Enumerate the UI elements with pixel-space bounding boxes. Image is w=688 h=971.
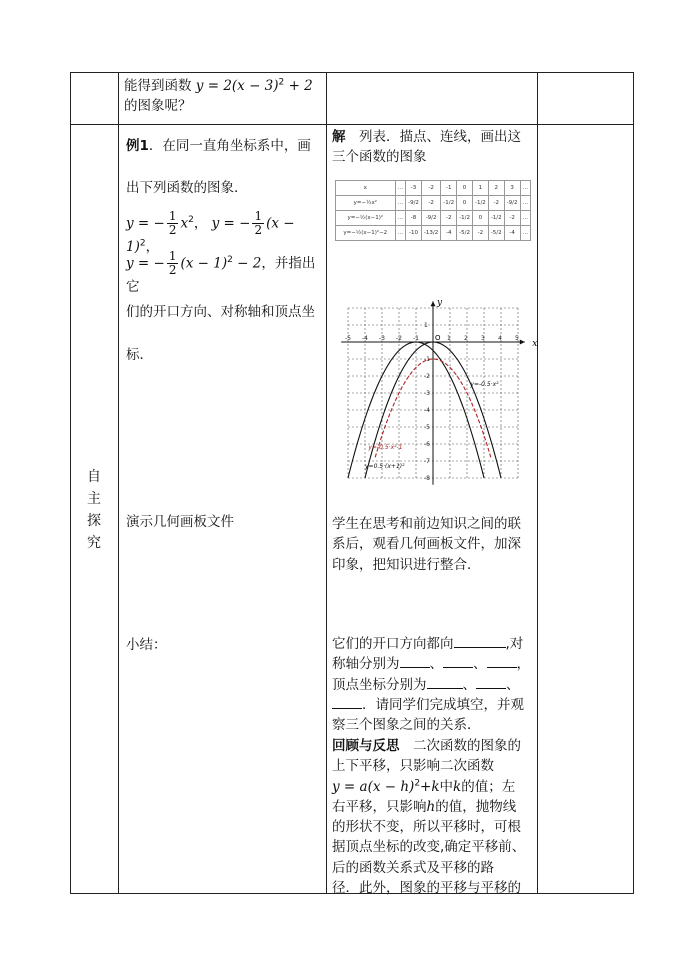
section-label-char: 探	[87, 513, 101, 529]
table-row	[336, 211, 531, 226]
example-text-1: ．在同一直角坐标系中，画	[148, 138, 311, 154]
x-tick-label: 2	[464, 335, 468, 342]
example-formula-row-1: y = − $\frac{1}{2}$ $x^2$， y = − $\frac{1}{2}$ $(x - 1)^2$，	[126, 209, 295, 256]
value-table	[335, 180, 531, 241]
table-cell: 0	[472, 211, 488, 226]
row1-exponent: 2	[278, 77, 285, 88]
curve-label: y=-0.5·x²-1	[368, 444, 403, 452]
table-row	[336, 181, 531, 196]
table-row	[336, 226, 531, 241]
table-cell: -9/2	[406, 196, 422, 211]
table-col-divider-2	[326, 72, 327, 894]
table-border-right	[633, 72, 634, 894]
section-label	[70, 466, 118, 554]
fill-blank	[427, 676, 463, 689]
y-tick-label: -5	[424, 424, 430, 431]
table-cell: -2	[441, 211, 457, 226]
table-col-divider-1	[118, 72, 119, 894]
table-cell: …	[395, 196, 406, 211]
table-cell: …	[395, 211, 406, 226]
y-axis-label: y	[437, 298, 443, 309]
table-cell: 0	[457, 181, 473, 196]
fill-blank	[487, 655, 517, 668]
table-cell: -2	[421, 196, 440, 211]
y-tick-label: -8	[424, 475, 430, 482]
reflection-title: 回顾与反思	[332, 738, 400, 754]
table-cell: y=−½(x−1)²−2	[336, 226, 396, 241]
x-tick-label: 3	[481, 335, 485, 342]
table-cell: -5/2	[457, 226, 473, 241]
table-cell: 2	[488, 181, 504, 196]
summary-answer: 它们的开口方向都向 ,对 称轴分别为 、 、 ， 顶点坐标分别为 、 、 ．请同学们完成填空，并观 察三个图象之间的关系．	[332, 636, 530, 733]
row1-suffix: 的图象呢？	[124, 98, 192, 115]
x-tick-label: 4	[498, 335, 502, 342]
table-cell: 3	[504, 181, 520, 196]
table-cell: …	[520, 196, 531, 211]
curve-label: y=-0.5·x²	[470, 381, 499, 389]
table-cell: -1/2	[441, 196, 457, 211]
example-line-2: 出下列函数的图象．	[126, 180, 248, 196]
table-cell: y=−½(x−1)²	[336, 211, 396, 226]
table-cell: -9/2	[504, 196, 520, 211]
y-tick-label: -2	[424, 373, 430, 380]
fraction: $\frac{1}{2}$	[168, 209, 177, 238]
y-tick-label: 1	[424, 322, 428, 329]
table-col-divider-3	[537, 72, 538, 894]
table-border-top	[70, 72, 634, 73]
y-tick-label: -1	[424, 356, 430, 363]
table-row	[336, 196, 531, 211]
summary-label: 小结：	[126, 637, 167, 653]
table-cell: -5/2	[488, 226, 504, 241]
table-cell: -2	[488, 196, 504, 211]
example-line-1	[126, 136, 326, 156]
y-tick-label: -7	[424, 458, 430, 465]
reflection: 回顾与反思 二次函数的图象的 上下平移，只影响二次函数 $y = a(x - h)^2+k$中k的值；左 右平移，只影响h的值，抛物线 的形状不变，所以平移时，可根 据顶点坐标的改变,确定平移前、 后的函数关系式及平移的路 径．此外，图象的平移与平移的	[332, 738, 526, 896]
x-tick-label: 1	[447, 335, 451, 342]
table-cell: …	[520, 226, 531, 241]
x-tick-label: -4	[362, 335, 368, 342]
x-tick-label: -5	[345, 335, 351, 342]
curve-label: y=0.5·(x+1)²	[365, 462, 405, 470]
x-axis-label: x	[532, 339, 538, 349]
y-tick-label: -6	[424, 441, 430, 448]
table-cell: -13/2	[421, 226, 440, 241]
table-cell: …	[520, 211, 531, 226]
table-cell: x	[336, 181, 396, 196]
section-label-char: 主	[87, 491, 101, 507]
row1-prefix: 能得到函数	[124, 78, 192, 94]
fill-blank	[443, 655, 473, 668]
fill-blank	[454, 635, 506, 648]
origin-label: O	[435, 334, 441, 342]
table-cell: -2	[472, 226, 488, 241]
table-cell: -1/2	[488, 211, 504, 226]
parabola-graph	[335, 296, 538, 482]
table-cell: -8	[406, 211, 422, 226]
x-tick-label: -3	[379, 335, 385, 342]
value-table-wrap	[335, 180, 531, 241]
fill-blank	[476, 676, 506, 689]
table-cell: y=−½x²	[336, 196, 396, 211]
student-text: 学生在思考和前边知识之间的联系后，观看几何画板文件，加深印象，把知识进行整合．	[332, 516, 521, 573]
table-cell: -1	[441, 181, 457, 196]
table-cell: -3	[406, 181, 422, 196]
table-cell: -1/2	[472, 196, 488, 211]
row1-formula: y = 2(x − 3)	[195, 78, 279, 94]
x-tick-label: 5	[515, 335, 519, 342]
table-cell: -10	[406, 226, 422, 241]
table-cell: -4	[504, 226, 520, 241]
x-tick-label: -2	[396, 335, 402, 342]
y-axis-arrow	[431, 301, 436, 306]
section-label-char: 自	[87, 469, 101, 485]
fill-blank	[400, 655, 430, 668]
row1-text	[124, 76, 324, 117]
table-cell: -9/2	[421, 211, 440, 226]
example-title: 例1	[126, 138, 149, 154]
table-cell: -2	[504, 211, 520, 226]
table-cell: -4	[441, 226, 457, 241]
example-line-last-2: 标．	[126, 347, 153, 363]
table-cell: -2	[421, 181, 440, 196]
fraction: $\frac{1}{2}$	[168, 249, 177, 278]
table-cell: -1/2	[457, 211, 473, 226]
table-row-divider	[70, 124, 634, 125]
y-tick-label: -4	[424, 407, 430, 414]
table-cell: …	[520, 181, 531, 196]
solution-text: 解 列表．描点、连线，画出这 三个函数的图象	[332, 129, 521, 166]
table-cell: …	[395, 226, 406, 241]
table-cell: 1	[472, 181, 488, 196]
table-cell: …	[395, 181, 406, 196]
table-cell: 0	[457, 196, 473, 211]
y-tick-label: -3	[424, 390, 430, 397]
x-axis-arrow	[520, 340, 525, 345]
demo-text: 演示几何画板文件	[126, 514, 234, 530]
example-line-last-1: 们的开口方向、对称轴和顶点坐	[126, 304, 315, 320]
section-label-char: 究	[87, 535, 101, 551]
solution-lead: 解	[332, 129, 346, 145]
fraction: $\frac{1}{2}$	[254, 209, 263, 238]
row1-formula-tail: + 2	[284, 78, 313, 94]
example-formula-row-2: y = − $\frac{1}{2}$ $(x - 1)^2 - 2$，并指出它	[126, 249, 316, 296]
x-tick-label: -1	[413, 335, 419, 342]
fill-blank	[332, 696, 362, 709]
